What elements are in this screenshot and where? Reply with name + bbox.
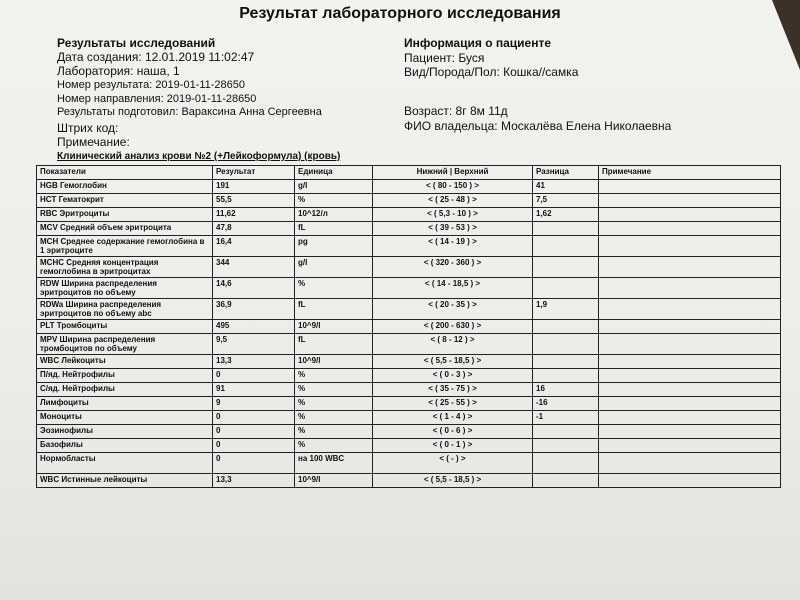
table-row [37, 257, 781, 278]
note-cell [599, 208, 781, 222]
unit-cell: % [295, 411, 373, 425]
range-cell: < ( 1 - 4 ) > [373, 411, 533, 425]
indicator-cell: MCH Среднее содержание гемоглобина в 1 эритроците [37, 236, 213, 257]
note-cell [599, 453, 781, 474]
difference-cell [533, 236, 599, 257]
note-cell [599, 334, 781, 355]
indicator-cell: Лимфоциты [37, 397, 213, 411]
analysis-title: Клинический анализ крови №2 (+Лейкоформула) (кровь) [57, 151, 341, 162]
range-cell: < ( - ) > [373, 453, 533, 474]
unit-cell: fL [295, 299, 373, 320]
note-cell [599, 474, 781, 488]
indicator-cell: HGB Гемоглобин [37, 180, 213, 194]
note-cell [599, 397, 781, 411]
table-row [37, 411, 781, 425]
unit-cell: pg [295, 236, 373, 257]
range-cell: < ( 14 - 19 ) > [373, 236, 533, 257]
table-row [37, 355, 781, 369]
result-cell: 11,62 [213, 208, 295, 222]
difference-cell: 41 [533, 180, 599, 194]
note-cell [599, 299, 781, 320]
unit-cell: g/l [295, 257, 373, 278]
unit-cell: % [295, 194, 373, 208]
patient-species: Вид/Порода/Пол: Кошка//самка [404, 65, 579, 79]
range-cell: < ( 5,5 - 18,5 ) > [373, 355, 533, 369]
header-note: Примечание [599, 166, 781, 180]
table-row [37, 194, 781, 208]
range-cell: < ( 5,5 - 18,5 ) > [373, 474, 533, 488]
range-cell: < ( 8 - 12 ) > [373, 334, 533, 355]
result-cell: 14,6 [213, 278, 295, 299]
note-cell [599, 425, 781, 439]
result-cell: 55,5 [213, 194, 295, 208]
indicator-cell: Нормобласты [37, 453, 213, 474]
note-cell [599, 222, 781, 236]
range-cell: < ( 0 - 6 ) > [373, 425, 533, 439]
result-cell: 91 [213, 383, 295, 397]
unit-cell: fL [295, 334, 373, 355]
range-cell: < ( 0 - 1 ) > [373, 439, 533, 453]
results-heading: Результаты исследований [57, 36, 216, 50]
unit-cell: % [295, 369, 373, 383]
unit-cell: 10^9/l [295, 474, 373, 488]
results-table [36, 165, 781, 488]
range-cell: < ( 320 - 360 ) > [373, 257, 533, 278]
difference-cell [533, 439, 599, 453]
range-cell: < ( 14 - 18,5 ) > [373, 278, 533, 299]
unit-cell: 10^12/л [295, 208, 373, 222]
difference-cell: 1,62 [533, 208, 599, 222]
indicator-cell: RBC Эритроциты [37, 208, 213, 222]
indicator-cell: MCHC Средняя концентрация гемоглобина в эритроцитах [37, 257, 213, 278]
prepared-by: Результаты подготовил: Вараксина Анна Сергеевна [57, 106, 322, 118]
range-cell: < ( 25 - 48 ) > [373, 194, 533, 208]
note-cell [599, 355, 781, 369]
note-cell [599, 180, 781, 194]
unit-cell: % [295, 278, 373, 299]
note-cell [599, 411, 781, 425]
patient-info-heading: Информация о пациенте [404, 36, 552, 50]
result-cell: 191 [213, 180, 295, 194]
result-cell: 0 [213, 453, 295, 474]
difference-cell [533, 369, 599, 383]
header-difference: Разница [533, 166, 599, 180]
result-cell: 9,5 [213, 334, 295, 355]
result-cell: 495 [213, 320, 295, 334]
table-row [37, 180, 781, 194]
table-row [37, 369, 781, 383]
direction-number: Номер направления: 2019-01-11-28650 [57, 93, 257, 105]
result-number: Номер результата: 2019-01-11-28650 [57, 79, 246, 91]
difference-cell: 16 [533, 383, 599, 397]
header-result: Результат [213, 166, 295, 180]
note-cell [599, 383, 781, 397]
note-cell [599, 236, 781, 257]
indicator-cell: RDW Ширина распределения эритроцитов по объему [37, 278, 213, 299]
range-cell: < ( 35 - 75 ) > [373, 383, 533, 397]
range-cell: < ( 5,3 - 10 ) > [373, 208, 533, 222]
patient-age: Возраст: 8г 8м 11д [404, 104, 508, 118]
difference-cell [533, 425, 599, 439]
range-cell: < ( 0 - 3 ) > [373, 369, 533, 383]
difference-cell [533, 355, 599, 369]
range-cell: < ( 200 - 630 ) > [373, 320, 533, 334]
range-cell: < ( 20 - 35 ) > [373, 299, 533, 320]
page-title: Результат лабораторного исследования [239, 5, 561, 22]
indicator-cell: WBC Истинные лейкоциты [37, 474, 213, 488]
indicator-cell: Базофилы [37, 439, 213, 453]
header-range: Нижний | Верхний [373, 166, 533, 180]
unit-cell: % [295, 383, 373, 397]
note-cell [599, 439, 781, 453]
indicator-cell: П/яд. Нейтрофилы [37, 369, 213, 383]
laboratory: Лаборатория: наша, 1 [57, 64, 180, 78]
difference-cell [533, 320, 599, 334]
table-row [37, 208, 781, 222]
indicator-cell: С/яд. Нейтрофилы [37, 383, 213, 397]
indicator-cell: MPV Ширина распределения тромбоцитов по объему [37, 334, 213, 355]
indicator-cell: PLT Тромбоциты [37, 320, 213, 334]
result-cell: 0 [213, 411, 295, 425]
difference-cell [533, 474, 599, 488]
header-unit: Единица [295, 166, 373, 180]
result-cell: 36,9 [213, 299, 295, 320]
table-row [37, 299, 781, 320]
indicator-cell: MCV Средний объем эритроцита [37, 222, 213, 236]
result-cell: 0 [213, 369, 295, 383]
difference-cell: 7,5 [533, 194, 599, 208]
note-cell [599, 194, 781, 208]
difference-cell [533, 222, 599, 236]
owner-name: ФИО владельца: Москалёва Елена Николаевна [404, 119, 672, 133]
table-row [37, 383, 781, 397]
result-cell: 13,3 [213, 355, 295, 369]
barcode-label: Штрих код: [57, 121, 119, 135]
unit-cell: % [295, 425, 373, 439]
table-row [37, 278, 781, 299]
table-row [37, 397, 781, 411]
range-cell: < ( 39 - 53 ) > [373, 222, 533, 236]
table-row [37, 222, 781, 236]
table-row [37, 334, 781, 355]
result-cell: 344 [213, 257, 295, 278]
unit-cell: g/l [295, 180, 373, 194]
note-label: Примечание: [57, 135, 130, 149]
indicator-cell: HCT Гематокрит [37, 194, 213, 208]
table-header-row [37, 166, 781, 180]
unit-cell: 10^9/l [295, 320, 373, 334]
difference-cell [533, 257, 599, 278]
table-row [37, 439, 781, 453]
result-cell: 0 [213, 439, 295, 453]
result-cell: 0 [213, 425, 295, 439]
indicator-cell: RDWa Ширина распределения эритроцитов по объему abc [37, 299, 213, 320]
result-cell: 13,3 [213, 474, 295, 488]
difference-cell [533, 334, 599, 355]
indicator-cell: WBC Лейкоциты [37, 355, 213, 369]
unit-cell: % [295, 397, 373, 411]
header-indicator: Показатели [37, 166, 213, 180]
result-cell: 16,4 [213, 236, 295, 257]
note-cell [599, 278, 781, 299]
unit-cell: на 100 WBC [295, 453, 373, 474]
table-row [37, 320, 781, 334]
table-row [37, 236, 781, 257]
difference-cell: -16 [533, 397, 599, 411]
indicator-cell: Моноциты [37, 411, 213, 425]
created-date: Дата создания: 12.01.2019 11:02:47 [57, 50, 255, 64]
unit-cell: fL [295, 222, 373, 236]
note-cell [599, 257, 781, 278]
difference-cell: -1 [533, 411, 599, 425]
result-cell: 47,8 [213, 222, 295, 236]
difference-cell: 1,9 [533, 299, 599, 320]
unit-cell: % [295, 439, 373, 453]
note-cell [599, 369, 781, 383]
range-cell: < ( 80 - 150 ) > [373, 180, 533, 194]
patient-name: Пациент: Буся [404, 51, 485, 65]
table-row [37, 425, 781, 439]
difference-cell [533, 278, 599, 299]
unit-cell: 10^9/l [295, 355, 373, 369]
indicator-cell: Эозинофилы [37, 425, 213, 439]
note-cell [599, 320, 781, 334]
table-row [37, 474, 781, 488]
range-cell: < ( 25 - 55 ) > [373, 397, 533, 411]
difference-cell [533, 453, 599, 474]
table-row [37, 453, 781, 474]
result-cell: 9 [213, 397, 295, 411]
